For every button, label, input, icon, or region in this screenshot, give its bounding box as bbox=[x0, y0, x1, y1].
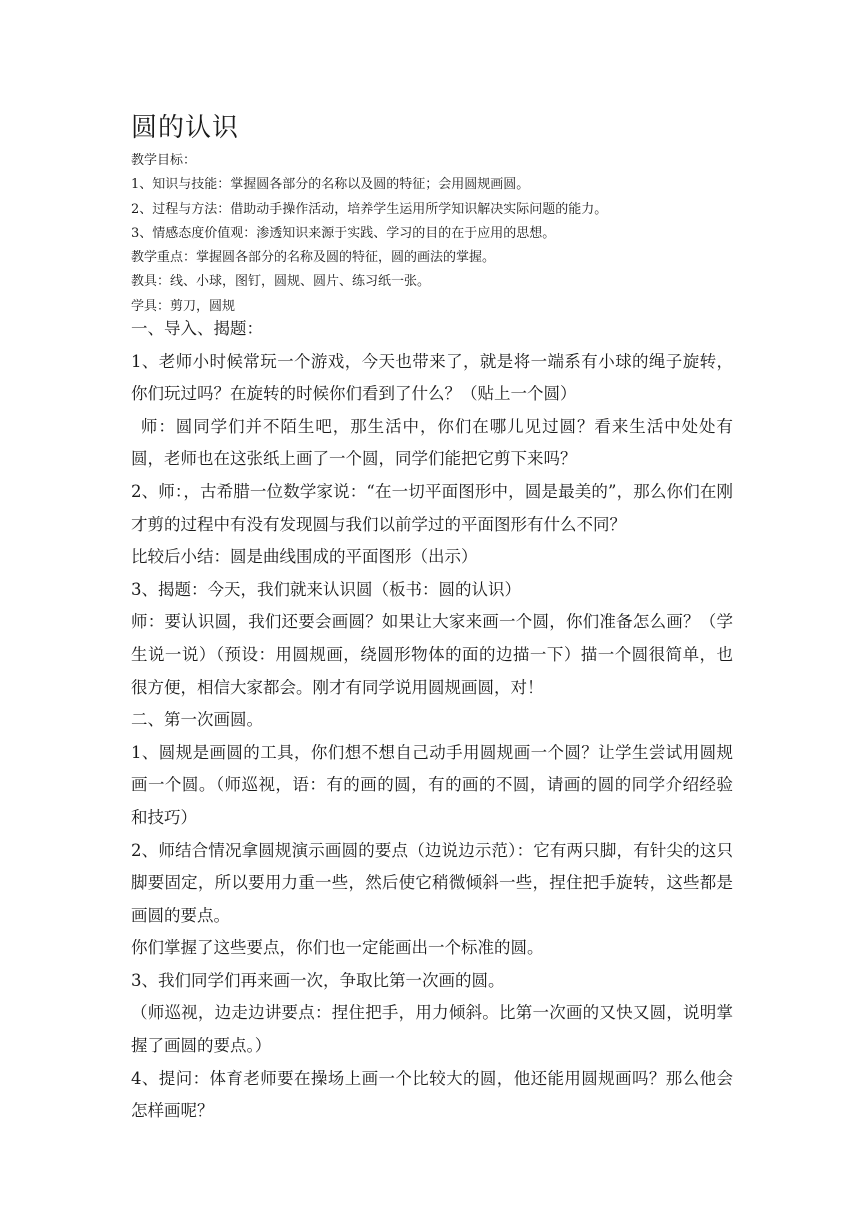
teaching-aids: 教具：线、小球，图钉，圆规、圆片、练习纸一张。 bbox=[131, 274, 431, 290]
paragraph: 2、师结合情况拿圆规演示画圆的要点（边说边示范）：它有两只脚，有针尖的这只脚要固定，所以要用力重一些，然后使它稍微倾斜一些，捏住把手旋转，这些都是画圆的要点。 bbox=[131, 840, 733, 925]
paragraph: 你们掌握了这些要点，你们也一定能画出一个标准的圆。 bbox=[131, 938, 544, 958]
paragraph: 1、圆规是画圆的工具，你们想不想自己动手用圆规画一个圆？让学生尝试用圆规画一个圆。（师巡视，语：有的画的圆，有的画的不圆，请画的圆的同学介绍经验和技巧） bbox=[131, 742, 733, 827]
paragraph: 4、提问：体育老师要在操场上画一个比较大的圆，他还能用圆规画吗？那么他会怎样画呢？ bbox=[131, 1068, 733, 1121]
paragraph: （师巡视，边走边讲要点：捏住把手，用力倾斜。比第一次画的又快又圆，说明掌握了画圆的要点。） bbox=[131, 1003, 733, 1056]
paragraph: 2、师：，古希腊一位数学家说：“在一切平面图形中，圆是最美的”，那么你们在刚才剪的过程中有没有发现圆与我们以前学过的平面图形有什么不同？ bbox=[131, 481, 733, 534]
lesson-header bbox=[131, 149, 731, 319]
paragraph: 师：要认识圆，我们还要会画圆？如果让大家来画一个圆，你们准备怎么画？（学生说一说）（预设：用圆规画，绕圆形物体的面的边描一下）描一个圆很简单，也很方便，相信大家都会。刚才有同学说用圆规画圆，对！ bbox=[131, 612, 733, 697]
student-aids: 学具：剪刀，圆规 bbox=[131, 298, 236, 314]
objectives-heading: 教学目标： bbox=[131, 153, 197, 168]
page-title: 圆的认识 bbox=[131, 113, 240, 143]
objective-attitude: 3、情感态度价值观：渗透知识来源于实践、学习的目的在于应用的思想。 bbox=[131, 225, 556, 241]
paragraph: 比较后小结：圆是曲线围成的平面图形（出示） bbox=[131, 547, 478, 567]
section-heading-first-drawing: 二、第一次画圆。 bbox=[131, 710, 263, 730]
key-point: 教学重点：掌握圆各部分的名称及圆的特征，圆的画法的掌握。 bbox=[131, 250, 496, 266]
section-heading-intro: 一、导入、揭题： bbox=[131, 319, 263, 338]
paragraph: 3、揭题：今天，我们就来认识圆（板书：圆的认识） bbox=[131, 579, 521, 599]
paragraph: 1、老师小时候常玩一个游戏，今天也带来了，就是将一端系有小球的绳子旋转，你们玩过吗？在旋转的时候你们看到了什么？（贴上一个圆） bbox=[131, 351, 733, 404]
objective-process: 2、过程与方法：借助动手操作活动，培养学生运用所学知识解决实际问题的能力。 bbox=[131, 201, 608, 217]
objective-knowledge: 1、知识与技能：掌握圆各部分的名称以及圆的特征；会用圆规画圆。 bbox=[131, 177, 530, 193]
paragraph: 师：圆同学们并不陌生吧，那生活中，你们在哪儿见过圆？看来生活中处处有圆，老师也在这张纸上画了一个圆，同学们能把它剪下来吗？ bbox=[131, 416, 733, 469]
lesson-body bbox=[131, 313, 733, 1128]
paragraph: 3、我们同学们再来画一次，争取比第一次画的圆。 bbox=[131, 970, 505, 990]
